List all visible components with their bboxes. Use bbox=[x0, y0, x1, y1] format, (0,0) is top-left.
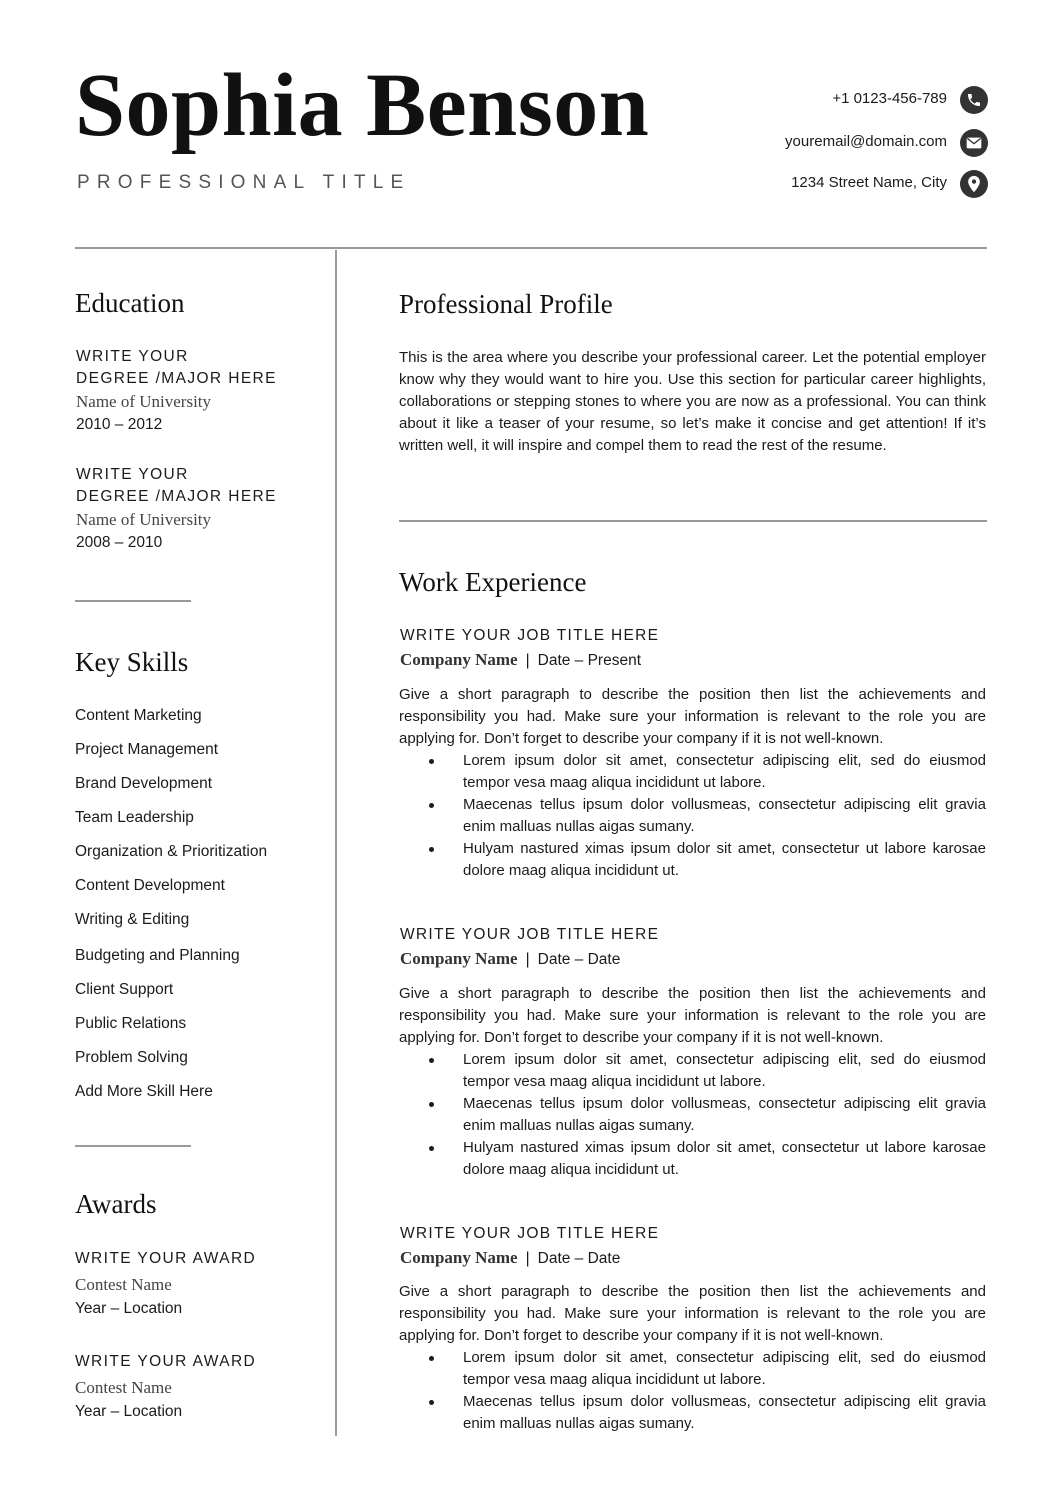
separator: | bbox=[525, 1250, 530, 1267]
column-divider bbox=[335, 250, 337, 1436]
degree-line: DEGREE /MAJOR HERE bbox=[76, 488, 277, 505]
contact-phone: +1 0123-456-789 bbox=[832, 90, 947, 107]
bullet-icon bbox=[429, 1146, 434, 1151]
contest-name: Contest Name bbox=[75, 1275, 172, 1294]
bullet-icon bbox=[429, 1102, 434, 1107]
job-description: Give a short paragraph to describe the position then list the achievements and responsibility you had. Make sure your information is relevant to the role you are applying for. Don’t forget to describe your company if it is not well-known. bbox=[399, 985, 986, 1046]
skill-item: Content Marketing bbox=[75, 707, 202, 724]
achievement-list bbox=[399, 1049, 986, 1181]
skill-item: Team Leadership bbox=[75, 809, 194, 826]
skill-item: Add More Skill Here bbox=[75, 1083, 213, 1100]
contest-name: Contest Name bbox=[75, 1378, 172, 1397]
skill-item: Client Support bbox=[75, 981, 174, 998]
skill-item: Budgeting and Planning bbox=[75, 947, 240, 964]
profile-heading: Professional Profile bbox=[399, 289, 613, 319]
skill-item: Project Management bbox=[75, 741, 219, 758]
skill-item: Problem Solving bbox=[75, 1049, 188, 1066]
degree-line: WRITE YOUR bbox=[76, 348, 189, 365]
bullet-text: Hulyam nastured ximas ipsum dolor sit amet, consectetur ut labore karosae dolore maag aliqua incididunt ut. bbox=[463, 1139, 986, 1178]
awards-heading: Awards bbox=[75, 1189, 157, 1219]
company-name: Company Name bbox=[400, 949, 518, 968]
list-item bbox=[399, 838, 986, 882]
bullet-icon bbox=[429, 1356, 434, 1361]
list-item bbox=[399, 750, 986, 794]
location-pin-icon bbox=[960, 170, 988, 198]
job-title: WRITE YOUR JOB TITLE HERE bbox=[400, 926, 660, 943]
list-item bbox=[399, 1093, 986, 1137]
award-year-location: Year – Location bbox=[75, 1300, 183, 1317]
company-line bbox=[400, 650, 641, 670]
bullet-text: Hulyam nastured ximas ipsum dolor sit amet, consectetur ut labore karosae dolore maag aliqua incididunt ut. bbox=[463, 840, 986, 879]
award-title: WRITE YOUR AWARD bbox=[75, 1353, 257, 1370]
degree-line: WRITE YOUR bbox=[76, 466, 189, 483]
award-item bbox=[75, 1248, 256, 1320]
skills-heading: Key Skills bbox=[75, 647, 189, 677]
education-years: 2008 – 2010 bbox=[76, 534, 163, 551]
list-item bbox=[399, 794, 986, 838]
company-line bbox=[400, 949, 620, 969]
experience-heading: Work Experience bbox=[399, 567, 587, 597]
bullet-icon bbox=[429, 1058, 434, 1063]
list-item bbox=[399, 1391, 986, 1435]
job-date: Date – Date bbox=[537, 1250, 621, 1267]
section-divider bbox=[399, 520, 987, 522]
education-heading: Education bbox=[75, 288, 185, 318]
achievement-list bbox=[399, 1347, 986, 1435]
job-title: WRITE YOUR JOB TITLE HERE bbox=[400, 627, 660, 644]
degree-line: DEGREE /MAJOR HERE bbox=[76, 370, 277, 387]
bullet-icon bbox=[429, 1400, 434, 1405]
skill-item: Public Relations bbox=[75, 1015, 187, 1032]
bullet-text: Lorem ipsum dolor sit amet, consectetur adipiscing elit, sed do eiusmod tempor vesa maag aliqua incididunt ut labore. bbox=[463, 752, 986, 791]
section-divider bbox=[75, 600, 191, 602]
contact-email: youremail@domain.com bbox=[785, 133, 947, 150]
profile-text: This is the area where you describe your professional career. Let the potential employer know why they would want to hire you. Use this section for particular career highlights, collaborations or stepping stones to where you are now as a professional. You can think about it like a teaser of your resume, so let’s make it concise and get attention! If it’s written well, it will inspire and compel them to read the rest of the resume. bbox=[399, 349, 986, 454]
bullet-text: Maecenas tellus ipsum dolor vollusmeas, consectetur adipiscing elit gravia enim malluas nullas aigas sumany. bbox=[463, 1393, 986, 1432]
bullet-icon bbox=[429, 759, 434, 764]
envelope-icon bbox=[960, 129, 988, 157]
skill-item: Organization & Prioritization bbox=[75, 843, 268, 860]
award-title: WRITE YOUR AWARD bbox=[75, 1250, 257, 1267]
award-item bbox=[75, 1351, 256, 1423]
list-item bbox=[399, 1347, 986, 1391]
company-name: Company Name bbox=[400, 1248, 518, 1267]
bullet-text: Lorem ipsum dolor sit amet, consectetur adipiscing elit, sed do eiusmod tempor vesa maag aliqua incididunt ut labore. bbox=[463, 1051, 986, 1090]
bullet-text: Maecenas tellus ipsum dolor vollusmeas, consectetur adipiscing elit gravia enim malluas nullas aigas sumany. bbox=[463, 1095, 986, 1134]
skill-item: Writing & Editing bbox=[75, 911, 190, 928]
company-line bbox=[400, 1248, 620, 1268]
job-date: Date – Present bbox=[537, 652, 642, 669]
phone-icon bbox=[960, 86, 988, 114]
separator: | bbox=[525, 951, 530, 968]
section-divider bbox=[75, 1145, 191, 1147]
job-title: WRITE YOUR JOB TITLE HERE bbox=[400, 1225, 660, 1242]
candidate-name: Sophia Benson bbox=[75, 56, 650, 155]
bullet-icon bbox=[429, 847, 434, 852]
bullet-icon bbox=[429, 803, 434, 808]
job-description: Give a short paragraph to describe the position then list the achievements and responsibility you had. Make sure your information is relevant to the role you are applying for. Don’t forget to describe your company if it is not well-known. bbox=[399, 686, 986, 747]
header-divider bbox=[75, 247, 987, 249]
education-years: 2010 – 2012 bbox=[76, 416, 163, 433]
education-item bbox=[76, 346, 277, 436]
bullet-text: Maecenas tellus ipsum dolor vollusmeas, consectetur adipiscing elit gravia enim malluas nullas aigas sumany. bbox=[463, 796, 986, 835]
university-name: Name of University bbox=[76, 510, 212, 529]
list-item bbox=[399, 1137, 986, 1181]
professional-title: PROFESSIONAL TITLE bbox=[77, 172, 411, 193]
separator: | bbox=[525, 652, 530, 669]
bullet-text: Lorem ipsum dolor sit amet, consectetur adipiscing elit, sed do eiusmod tempor vesa maag aliqua incididunt ut labore. bbox=[463, 1349, 986, 1388]
job-date: Date – Date bbox=[537, 951, 621, 968]
education-item bbox=[76, 464, 277, 554]
achievement-list bbox=[399, 750, 986, 882]
company-name: Company Name bbox=[400, 650, 518, 669]
skill-item: Brand Development bbox=[75, 775, 212, 792]
university-name: Name of University bbox=[76, 392, 212, 411]
list-item bbox=[399, 1049, 986, 1093]
skill-item: Content Development bbox=[75, 877, 225, 894]
job-description: Give a short paragraph to describe the position then list the achievements and responsibility you had. Make sure your information is relevant to the role you are applying for. Don’t forget to describe your company if it is not well-known. bbox=[399, 1283, 986, 1344]
contact-address: 1234 Street Name, City bbox=[791, 174, 947, 191]
award-year-location: Year – Location bbox=[75, 1403, 183, 1420]
